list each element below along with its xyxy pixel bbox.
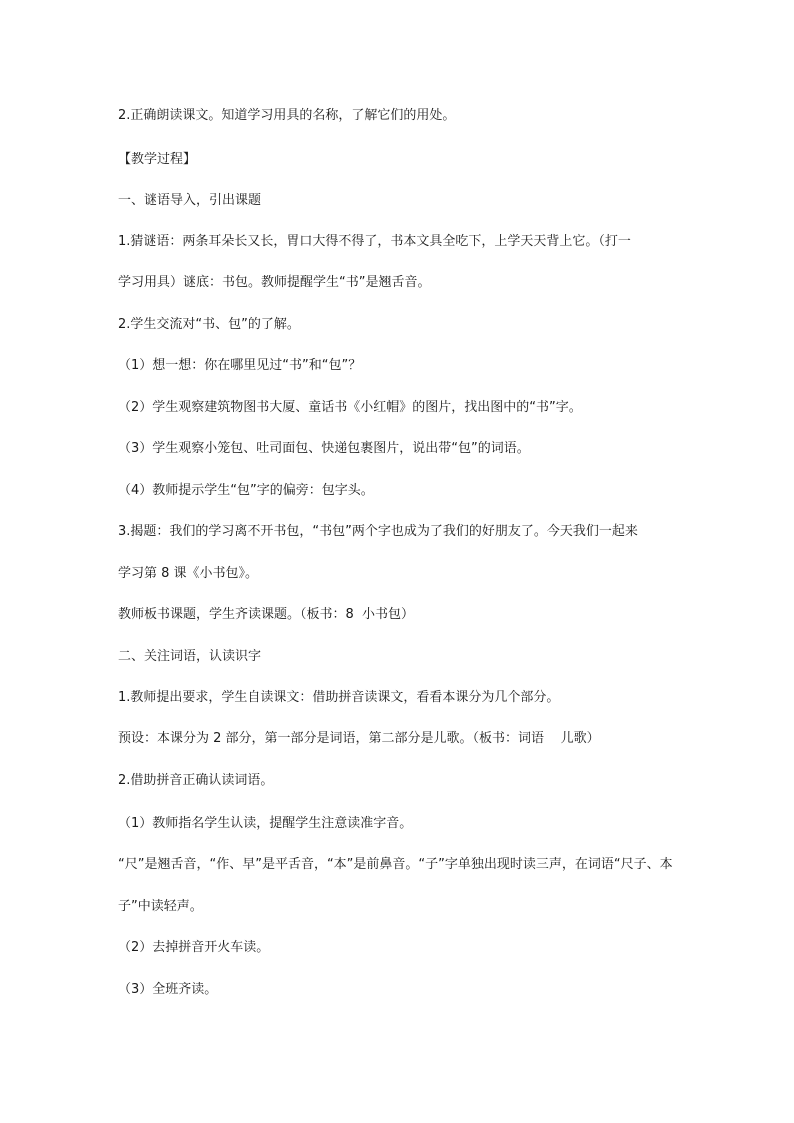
pronunciation-line-1: “尺”是翘舌音，“作、早”是平舌音，“本”是前鼻音。“子”字单独出现时读三声，在词语“尺子、本 <box>118 857 673 872</box>
riddle-line-2: 学习用具）谜底：书包。教师提醒学生“书”是翘舌音。 <box>118 275 431 290</box>
riddle-line-1: 1.猜谜语：两条耳朵长又长，胃口大得不得了，书本文具全吃下，上学天天背上它。（打一 <box>118 234 631 249</box>
pronunciation-line-2: 子”中读轻声。 <box>118 899 203 914</box>
preset-line: 预设：本课分为 2 部分，第一部分是词语，第二部分是儿歌。（板书：词语 儿歌） <box>118 731 600 746</box>
section-heading-riddle-intro: 一、谜语导入，引出课题 <box>118 193 262 208</box>
words-sub-step-3: （3）全班齐读。 <box>118 982 218 997</box>
step-2-line: 2.学生交流对“书、包”的了解。 <box>118 317 300 332</box>
sub-step-4: （4）教师提示学生“包”字的偏旁：包字头。 <box>118 483 374 498</box>
words-sub-step-2: （2）去掉拼音开火车读。 <box>118 940 270 955</box>
sub-step-1: （1）想一想：你在哪里见过“书”和“包”？ <box>118 358 362 373</box>
board-title-line: 教师板书课题，学生齐读课题。（板书：8 小书包） <box>118 607 415 622</box>
section-heading-words: 二、关注词语，认读识字 <box>118 649 262 664</box>
sub-step-2: （2）学生观察建筑物图书大厦、童话书《小红帽》的图片，找出图中的“书”字。 <box>118 400 582 415</box>
reveal-title-line-2: 学习第 8 课《小书包》。 <box>118 566 259 581</box>
words-sub-step-1: （1）教师指名学生认读，提醒学生注意读准字音。 <box>118 816 413 831</box>
words-step-1: 1.教师提出要求，学生自读课文：借助拼音读课文，看看本课分为几个部分。 <box>118 690 560 705</box>
section-heading-teaching-process: 【教学过程】 <box>118 152 197 167</box>
reveal-title-line-1: 3.揭题：我们的学习离不开书包，“书包”两个字也成为了我们的好朋友了。今天我们一起来 <box>118 524 638 539</box>
objective-line: 2.正确朗读课文。知道学习用具的名称，了解它们的用处。 <box>118 108 456 123</box>
words-step-2: 2.借助拼音正确认读词语。 <box>118 773 274 788</box>
sub-step-3: （3）学生观察小笼包、吐司面包、快递包裹图片，说出带“包”的词语。 <box>118 441 530 456</box>
